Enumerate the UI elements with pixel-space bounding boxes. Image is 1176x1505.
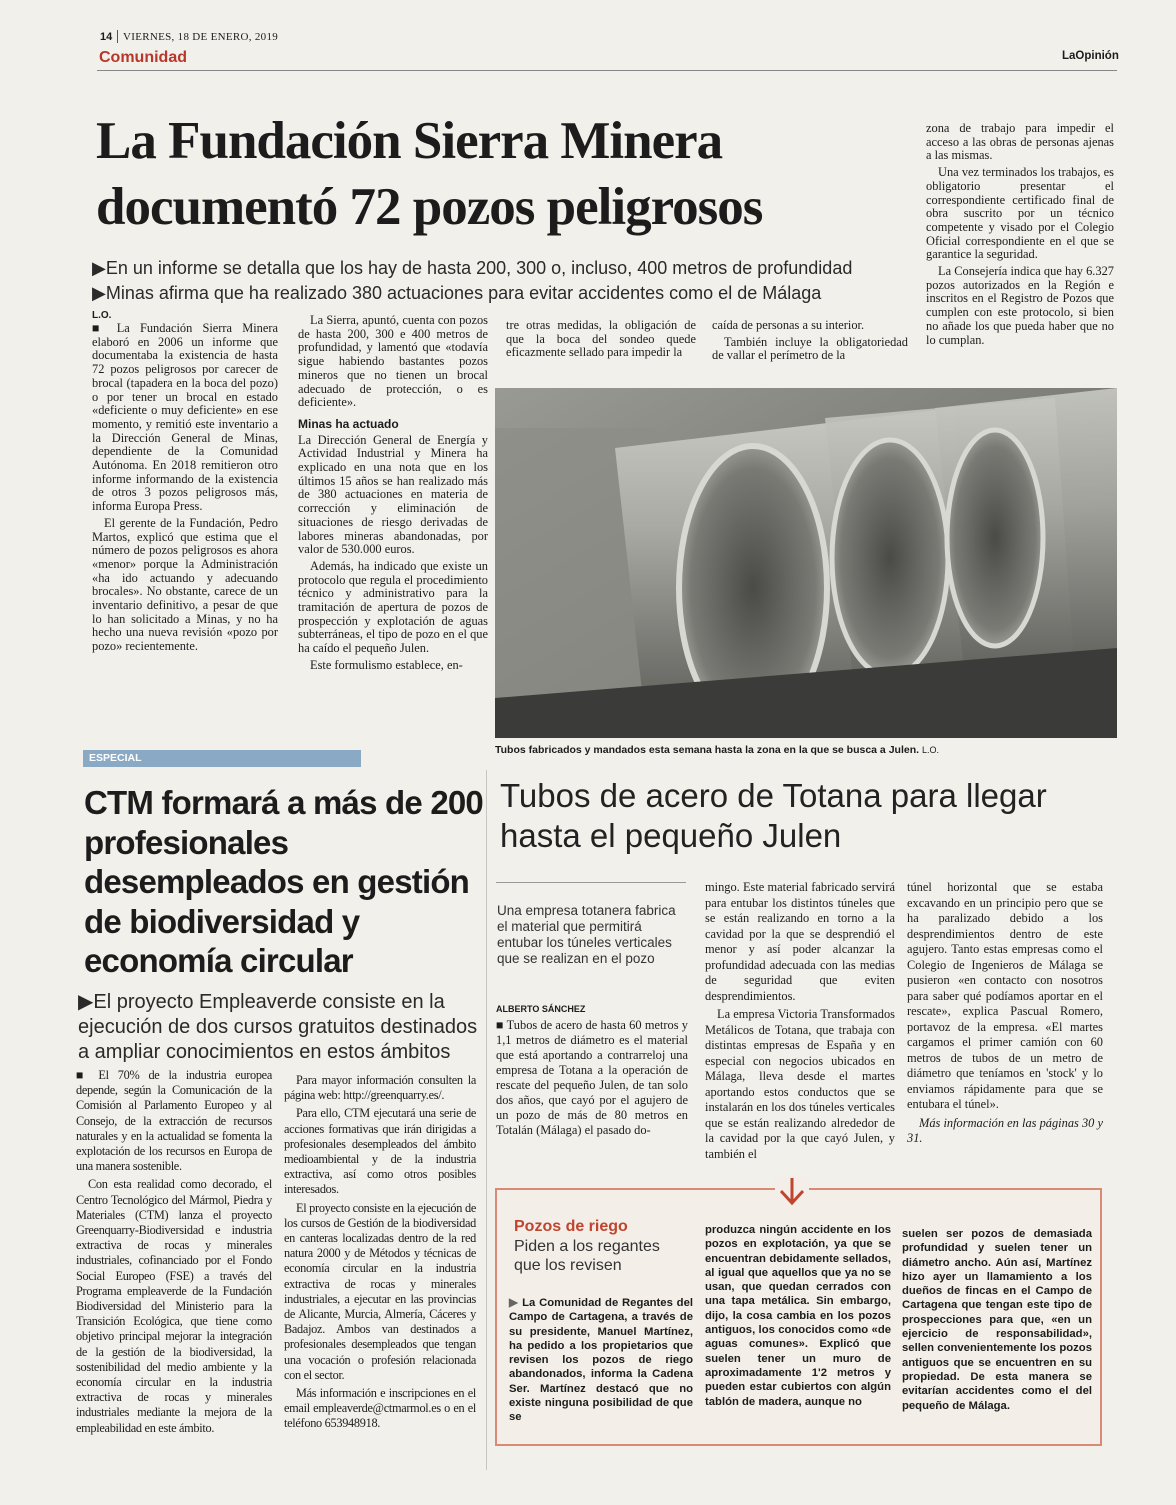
triangle-bullet-icon: ▶ [78,991,94,1013]
paragraph: Además, ha indicado que existe un protocolo que regula el procedimiento técnico y administrativo para la tramitación de apertura de pozos de prospección y explotación de aguas subterráneas, el tipo de pozo en el que ha caído el pequeño Julen. [298,558,488,656]
sidebar-column-2 [705,1223,891,1412]
section-label: Comunidad [99,49,187,66]
paragraph: Con esta realidad como decorado, el Centro Tecnológico del Mármol, Piedra y Materiales (CTM) lanza el proyecto Greenquarry-Biodiversidad e industria extractiva de rocas y minerales industriales, cofinanciado por el Fondo Social Europeo (FSE) a través del Programa empleaverde de la Fundación Biodiversidad del Ministerio para la Transición Ecológica, que tiene como objetivo principal mejorar la integración de la gestión de la biodiversidad, la sostenibilidad del medio ambiente y la economía circular en la industria extractiva de rocas y minerales industriales mediante la mejora de la empleabilidad en este ámbito. [76,1177,272,1435]
article1-byline: L.O. [92,310,112,321]
article1-column-4 [712,319,908,366]
paragraph: ■ Tubos de acero de hasta 60 metros y 1,1 metros de diámetro es el material que está aportando a contrarreloj una empresa de Totana a la operación de rescate del pequeño Julen, de tan solo dos años, que cayó por el agujero de un pozo de más de 80 metros en Totalán (Málaga) el pasado do- [496,1018,688,1137]
especial-tag: ESPECIAL [83,750,361,767]
photo-caption [495,744,1115,756]
subsection-heading: Minas ha actuado [298,416,399,431]
sidebar-column-3 [902,1227,1092,1416]
paragraph: túnel horizontal que se estaba excavando en un principio pero que se ha paralizado debido a los desprendimientos dentro de este agujero. Tanto estas empresas como el Colegio de Ingenieros de Málaga se pusieron «en contacto con nosotros para saber qué podíamos aportar en el rescate», explica Pascual Romero, portavoz de la empresa. «El martes cargamos el primer camión con 60 metros de tubos de un metro de diámetro que teníamos en 'stock' y lo enviamos rápidamente para que se entubara el túnel». [907,880,1103,1111]
header-rule [97,70,1117,71]
paragraph: El proyecto consiste en la ejecución de los cursos de Gestión de la biodiversidad en canteras localizadas dentro de la red natura 2000 y de Métodos y técnicas de economía circular en la industria extractiva de rocas y minerales industriales, a ejecutar en las provincias de Alicante, Murcia, Almería, Cáceres y Badajoz. Ambos van destinados a profesionales desempleados que tengan una vocación o profesión relacionada con el sector. [284,1200,476,1382]
caption-text: Tubos fabricados y mandados esta semana hasta la zona en la que se busca a Julen. [495,744,920,756]
paragraph: suelen ser pozos de demasiada profundidad y suelen tener un diámetro ancho. Aún así, Martínez hizo ayer un llamamiento a los dueños de fincas en el Campo de Cartagena que tengan este tipo de prospecciones para que, «en un ejercicio de responsabilidad», sellen convenientemente los pozos antiguos que se encuentren en su propiedad. De esta manera se evitarían accidentes como el del pequeño de Málaga. [902,1228,1092,1412]
header-divider [117,30,118,43]
sidebar-column-1 [509,1296,693,1428]
paragraph: Más información en las páginas 30 y 31. [907,1115,1103,1145]
article1-column-2 [298,314,488,676]
paragraph: zona de trabajo para impedir el acceso a las obras de personas ajenas a las mismas. [926,121,1114,163]
headline-line-1: La Fundación Sierra Minera [96,112,723,170]
triangle-bullet-icon: ▶ [509,1297,523,1309]
paragraph: La Sierra, apuntó, cuenta con pozos de hasta 200, 300 e 400 metros de profundidad, y lamentó que «todavía sigue habiendo bastantes pozos mineros que no tienen un brocal adecuado de protección, o es deficiente». [298,313,488,410]
paragraph: ■ El 70% de la industria europea depende, según la Comunicación de la Comisión al Parlamento Europeo y al Consejo, de la extracción de recursos naturales y en la actualidad se fomenta la explotación de los recursos en Europa de una manera sostenible. [76,1068,272,1174]
article3-rule [496,882,686,883]
article3-column-3 [907,880,1103,1150]
paragraph: La empresa Victoria Transformados Metálicos de Totana, que trabaja con distintas empresas de España y en especial con negocios ubicados en Málaga, lleva desde el martes aportando estos conductos que se instalarán en los dos túneles verticales que se están realizando alrededor de la cavidad por la que cayó Julen, y también el [705,1007,895,1161]
triangle-bullet-icon: ▶ [92,258,106,278]
subhead-text: En un informe se detalla que los hay de hasta 200, 300 o, incluso, 400 metros de profundidad [105,258,853,278]
paragraph: La Dirección General de Energía y Actividad Industrial y Minera ha explicado en una nota que en los últimos 15 años se han realizado más de 380 actuaciones en materia de corrección y eliminación de situaciones de riesgo derivadas de labores mineras abandonadas, por valor de 530.000 euros. [298,432,488,557]
article3-byline: ALBERTO SÁNCHEZ [496,1004,586,1014]
article1-subhead-1 [92,259,912,278]
sidebar-title: Pozos de riego [514,1218,628,1235]
issue-date: VIERNES, 18 DE ENERO, 2019 [123,31,279,43]
paragraph: ■ La Fundación Sierra Minera elaboró en 2006 un informe que documentaba la existencia de hasta 72 pozos peligrosos por carecer de brocal (tapadera en la boca del pozo) o por tener un brocal en estado «deficiente o muy deficiente» en ese momento, y remitió este inventario a la Dirección General de Minas, dependiente de la Comunidad Autónoma. En 2018 remitieron otro informe informando de la existencia de otros 3 pozos peligrosos más, informa Europa Press. [92,321,278,514]
paragraph: La Consejería indica que hay 6.327 pozos autorizados en la Región e inscritos en el Registro de Pozos que cumplen con este protocolo, si bien no añade los que pueda haber que no lo cumplan. [926,264,1114,347]
paragraph [509,1296,693,1425]
pipes-illustration [495,388,1117,738]
paragraph: produzca ningún accidente en los pozos en explotación, ya que se encuentran debidamente sellados, al igual que aquellos que ya no se usan, que quedan cerrados con una tapa metálica. Sin embargo, dijo, la cosa cambia en los pozos antiguos, los conocidos como «de aguas comunes». Explicó que suelen tener un muro de aproximadamente 1'2 metros y pueden estar cubiertos con algún tablón de madera, aunque no [705,1224,891,1408]
newspaper-brand: LaOpinión [1062,50,1119,62]
pozos-sidebar [495,1188,1102,1446]
subhead-text: Minas afirma que ha realizado 380 actuaciones para evitar accidentes como el de Málaga [105,283,822,303]
steel-pipes-photo [495,388,1117,738]
paragraph: También incluye la obligatoriedad de vallar el perímetro de la [712,334,908,363]
paragraph: caída de personas a su interior. [712,318,865,332]
article1-column-5 [926,122,1114,350]
article2-column-1 [76,1068,272,1439]
article2-headline: CTM formará a más de 200 profesionales desempleados en gestión de biodiversidad y economía circular [84,784,483,979]
column-separator [486,770,487,1470]
sidebar-subtitle: Piden a los regantes que los revisen [514,1238,660,1274]
photo-credit: L.O. [921,745,939,755]
paragraph: tre otras medidas, la obligación de que la boca del sondeo quede eficazmente sellado para impedir la [506,318,696,360]
paragraph: Más información e inscripciones en el email empleaverde@ctmarmol.es o en el teléfono 653948918. [284,1386,476,1431]
article3-column-1 [496,1018,688,1141]
page-number: 14 [100,31,113,43]
down-arrow-icon [775,1176,809,1208]
article3-lead: Una empresa totanera fabrica el material que permitirá entubar los túneles verticales que se realizan en el pozo [497,903,676,966]
paragraph: Este formulismo establece, en- [310,657,463,672]
article2-subhead [78,990,478,1065]
article2-column-2 [284,1073,476,1435]
article1-headline [96,108,926,240]
article1-column-1 [92,322,278,657]
triangle-bullet-icon: ▶ [92,283,106,303]
paragraph: Para ello, CTM ejecutará una serie de acciones formativas que irán dirigidas a profesionales desempleados del ámbito medioambiental y de la industria extractiva, así como otros posibles interesados. [284,1106,476,1197]
paragraph-text: La Comunidad de Regantes del Campo de Cartagena, a través de su presidente, Manuel Martínez, ha pedido a los propietarios que revisen los pozos de riego abandonados, informa la Cadena Ser. Martínez destacó que no existe ninguna posibilidad de que se [509,1297,693,1424]
headline-line-2: documentó 72 pozos peligrosos [96,178,763,236]
paragraph: Una vez terminados los trabajos, es obligatorio presentar el correspondiente certificado final de obra suscrito por un técnico competente y visado por el Colegio Oficial correspondiente en el que se garantice la seguridad. [926,165,1114,262]
article3-headline: Tubos de acero de Totana para llegar hasta el pequeño Julen [500,777,1047,854]
subhead-text: El proyecto Empleaverde consiste en la ejecución de dos cursos gratuitos destinados a ampliar conocimientos en estos ámbitos [78,991,478,1063]
article1-column-3 [506,319,696,363]
paragraph: Para mayor información consulten la página web: http://greenquarry.es/. [284,1073,476,1103]
article3-column-2 [705,880,895,1165]
article1-subhead-2 [92,284,912,303]
paragraph: El gerente de la Fundación, Pedro Martos, explicó que estima que el número de pozos peligrosos es ahora «menor» porque la Administración «ha ido actuando y adecuando brocales». No obstante, carece de un inventario definitivo, a pesar de que lo han solicitado a Minas, y no ha hecho una nueva revisión «pozo por pozo» recientemente. [92,515,278,654]
paragraph: mingo. Este material fabricado servirá para entubar los distintos túneles que se están realizando en torno a la cavidad por la que se desprendió el menor y así poder alcanzar la profundidad adecuada con las medias de seguridad que eviten desprendimientos. [705,880,895,1003]
